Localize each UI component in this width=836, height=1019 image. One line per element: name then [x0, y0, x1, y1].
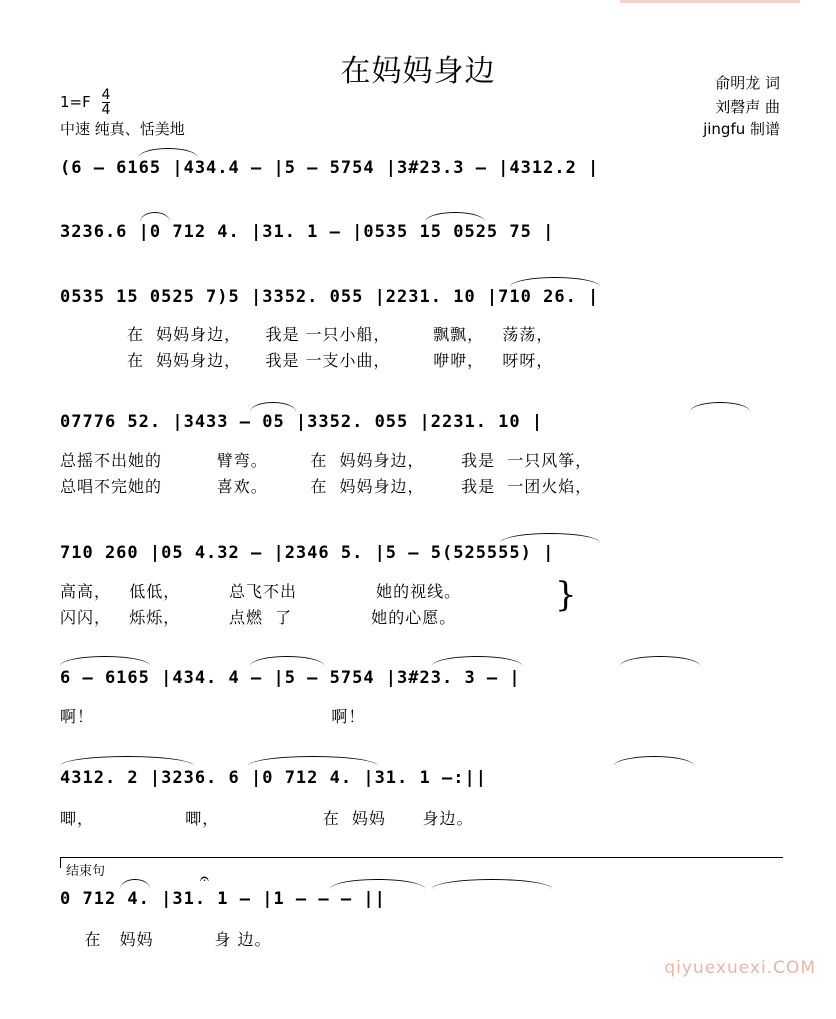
slur: [425, 212, 485, 222]
notation-line-4: 07776 52. |3433 – 05 |3352. 055 |2231. 10 |: [60, 412, 544, 432]
slur: [510, 277, 600, 287]
slur: [138, 148, 198, 158]
slur: [432, 879, 552, 889]
time-bottom: 4: [101, 102, 111, 118]
lyricist-credit: 俞明龙 词: [715, 74, 780, 92]
composer-credit: 刘磬声 曲: [715, 98, 780, 116]
slur: [120, 879, 150, 889]
repeat-brace: }: [555, 575, 577, 615]
lyric-line-5a: 高高， 低低， 总飞不出 她的视线。: [60, 582, 462, 601]
watermark: qiyuexuexi.COM: [664, 958, 816, 978]
slur: [60, 756, 194, 766]
notation-line-5: 710 260 |05 4.32 – |2346 5. |5 – 5(525555) |: [60, 543, 555, 563]
notation-line-6: 6 – 6165 |434. 4 – |5 – 5754 |3#23. 3 – |: [60, 668, 521, 688]
notation-line-8: 0 712 4. |31. 1 – |1 – – – ||: [60, 889, 386, 909]
lyric-line-6: 啊！ 啊！: [60, 707, 366, 726]
slur: [60, 656, 150, 666]
slur: [140, 212, 170, 222]
slur: [248, 756, 378, 766]
key-signature: [60, 88, 110, 117]
slur: [690, 402, 750, 412]
slur: [330, 879, 425, 889]
slur: [250, 402, 296, 412]
notation-line-7: 4312. 2 |3236. 6 |0 712 4. |31. 1 –:||: [60, 768, 487, 788]
slur: [250, 656, 324, 666]
lyric-line-4a: 总摇不出她的 臂弯。 在 妈妈身边， 我是 一只风筝，: [60, 451, 593, 470]
time-signature: [102, 88, 111, 117]
slur: [500, 533, 600, 543]
lyric-line-3a: 在 妈妈身边， 我是 一只小船， 飘飘， 荡荡，: [60, 325, 554, 344]
notation-line-1: (6 – 6165 |434.4 – |5 – 5754 |3#23.3 – |4312.2 |: [60, 158, 600, 178]
lyric-line-7: 唧， 唧， 在 妈妈 身边。: [60, 809, 474, 828]
top-decoration-strip: [620, 0, 800, 3]
typesetter-credit: jingfu 制谱: [703, 120, 780, 138]
tempo-marking: 中速 纯真、恬美地: [60, 120, 185, 138]
slur: [614, 756, 694, 766]
fermata-icon: 𝄐: [200, 869, 209, 888]
lyric-line-5b: 闪闪， 烁烁， 点燃 了 她的心愿。: [60, 608, 457, 627]
song-title: 在妈妈身边: [340, 54, 496, 89]
notation-line-3: 0535 15 0525 7)5 |3352. 055 |2231. 10 |710 26. |: [60, 287, 600, 307]
slur: [620, 656, 700, 666]
ending-bracket: [60, 857, 783, 868]
slur: [432, 656, 522, 666]
notation-line-2: 3236.6 |0 712 4. |31. 1 – |0535 15 0525 75 |: [60, 222, 555, 242]
ending-label: 结束句: [66, 864, 106, 879]
lyric-line-8: 在 妈妈 身 边。: [60, 930, 272, 949]
time-top: 4: [101, 87, 111, 103]
lyric-line-4b: 总唱不完她的 喜欢。 在 妈妈身边， 我是 一团火焰，: [60, 477, 593, 496]
lyric-line-3b: 在 妈妈身边， 我是 一支小曲， 咿咿， 呀呀，: [60, 351, 554, 370]
key-text: 1=F: [60, 93, 91, 111]
